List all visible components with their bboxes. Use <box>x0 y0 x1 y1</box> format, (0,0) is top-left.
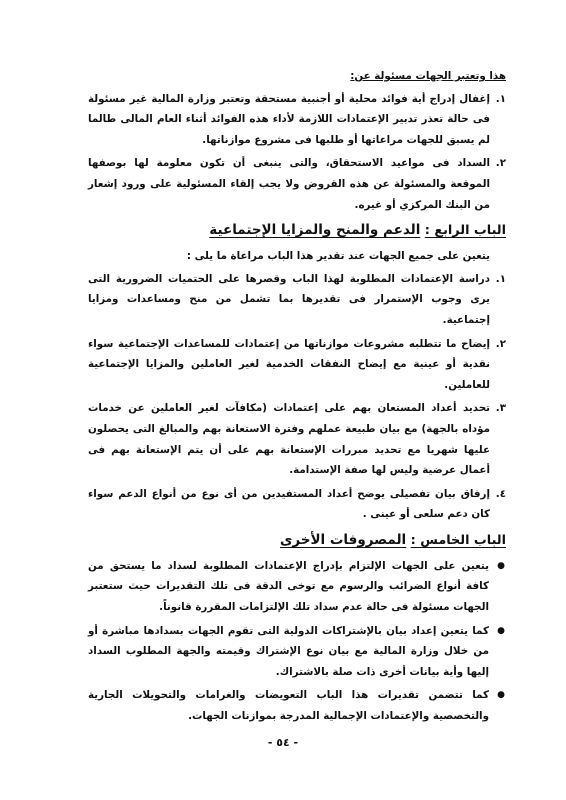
bullet-item <box>88 685 506 726</box>
item-number: ٤. <box>495 487 506 500</box>
item-text: السداد فى مواعيد الاستحقاق، والتى ينبغى أن تكون معلومة لها بوصفها الموقعة والمسئولة عن هذه القروض ولا يجب إلقاء المسئولية على ورود إشعار من البنك المركزي أو غيره. <box>88 157 490 211</box>
section-heading-5 <box>88 528 506 553</box>
item-number: ١. <box>495 92 506 105</box>
item-text: إغفال إدراج أية فوائد محلية أو أجنبية مستحقة وتعتبر وزارة المالية غير مسئولة فى حالة تعذر تدبير الإعتمادات اللازمة لأداء هذه الفوائد أثناء العام المالى طالما لم يسبق للجهات مراعاتها أو طلبها فى مشروع موازناتها. <box>88 92 490 146</box>
section-lead: يتعين على جميع الجهات عند تقدير هذا الباب مراعاة ما يلى : <box>186 250 490 263</box>
section-part: الباب الرابع : <box>424 223 506 239</box>
page-number: - ٥٤ - <box>267 736 299 749</box>
list-item <box>88 153 506 215</box>
list-item <box>88 398 506 480</box>
section-heading-4 <box>88 218 506 243</box>
bullet-icon: ● <box>497 625 505 636</box>
bullet-icon: ● <box>497 560 505 571</box>
section-title: المصروفات الأخرى <box>279 531 407 548</box>
list-item <box>88 334 506 396</box>
intro-text: هذا وتعتبر الجهات مسئولة عن: <box>350 70 506 82</box>
item-number: ٢. <box>495 337 506 350</box>
list-item <box>88 484 506 525</box>
bullet-item <box>88 556 506 618</box>
item-number: ١. <box>495 272 506 285</box>
bullet-text: يتعين على الجهات الإلتزام بإدراج الإعتمادات المطلوبة لسداد ما يستحق من كافة أنواع الضرائب والرسوم مع توخى الدقة فى تلك التقديرات حيث ستعتبر الجهات مسئولة فى حالة عدم سداد تلك الإلتزامات المقررة قانوناً. <box>88 559 489 614</box>
item-number: ٣. <box>495 402 506 415</box>
item-text: إرفاق بيان تفصيلى يوضح أعداد المستفيدين من أى نوع من أنواع الدعم سواء كان دعم سلعى أو عينى . <box>88 487 490 521</box>
item-text: دراسة الإعتمادات المطلوبة لهذا الباب وقصرها على الحتميات الضرورية التى يرى وجوب الإستمرار فى تقديرها بما تشمل من منح ومساعدات ومزايا إجتماعية. <box>88 272 490 326</box>
section-title: الدعم والمنح والمزايا الإجتماعية <box>209 222 421 239</box>
bullet-icon: ● <box>497 690 505 701</box>
bullet-text: كما يتعين إعداد بيان بالإشتراكات الدولية التى تقوم الجهات بسدادها مباشرة أو من خلال وزارة المالية مع بيان نوع الإشتراك وقيمته والجهة المطلوب السداد إليها وأية بيانات أخرى ذات صلة بالاشتراك. <box>88 624 489 678</box>
bullet-text: كما تتضمن تقديرات هذا الباب التعويضات والغرامات والتحويلات الجارية والتخصصية والإعتمادات الإجمالية المدرجة بموازنات الجهات. <box>88 689 489 723</box>
item-text: إيضاح ما تتطلبه مشروعات موازناتها من إعتمادات للمساعدات الإجتماعية سواء نقدية أو عينية مع إيضاح النفقات الخدمية لغير العاملين والمزايا الإجتماعية للعاملين. <box>88 337 490 391</box>
page-content <box>88 66 506 730</box>
list-item <box>88 89 506 151</box>
item-number: ٢. <box>495 157 506 170</box>
bullet-item <box>88 621 506 683</box>
item-text: تحديد أعداد المستعان بهم على إعتمادات (مكافآت لغير العاملين عن خدمات مؤداه بالجهة) مع بيان طبيعة عملهم وفترة الاستعانة بهم والمبالغ التى يحصلون عليها شهريا مع تحديد مبررات الإستعانة بهم على أن يتم الإستعانة بهم فى أعمال عرضية وليس لها صفة الإستدامة. <box>88 402 490 477</box>
list-item <box>88 269 506 331</box>
section-part: الباب الخامس : <box>410 532 506 548</box>
